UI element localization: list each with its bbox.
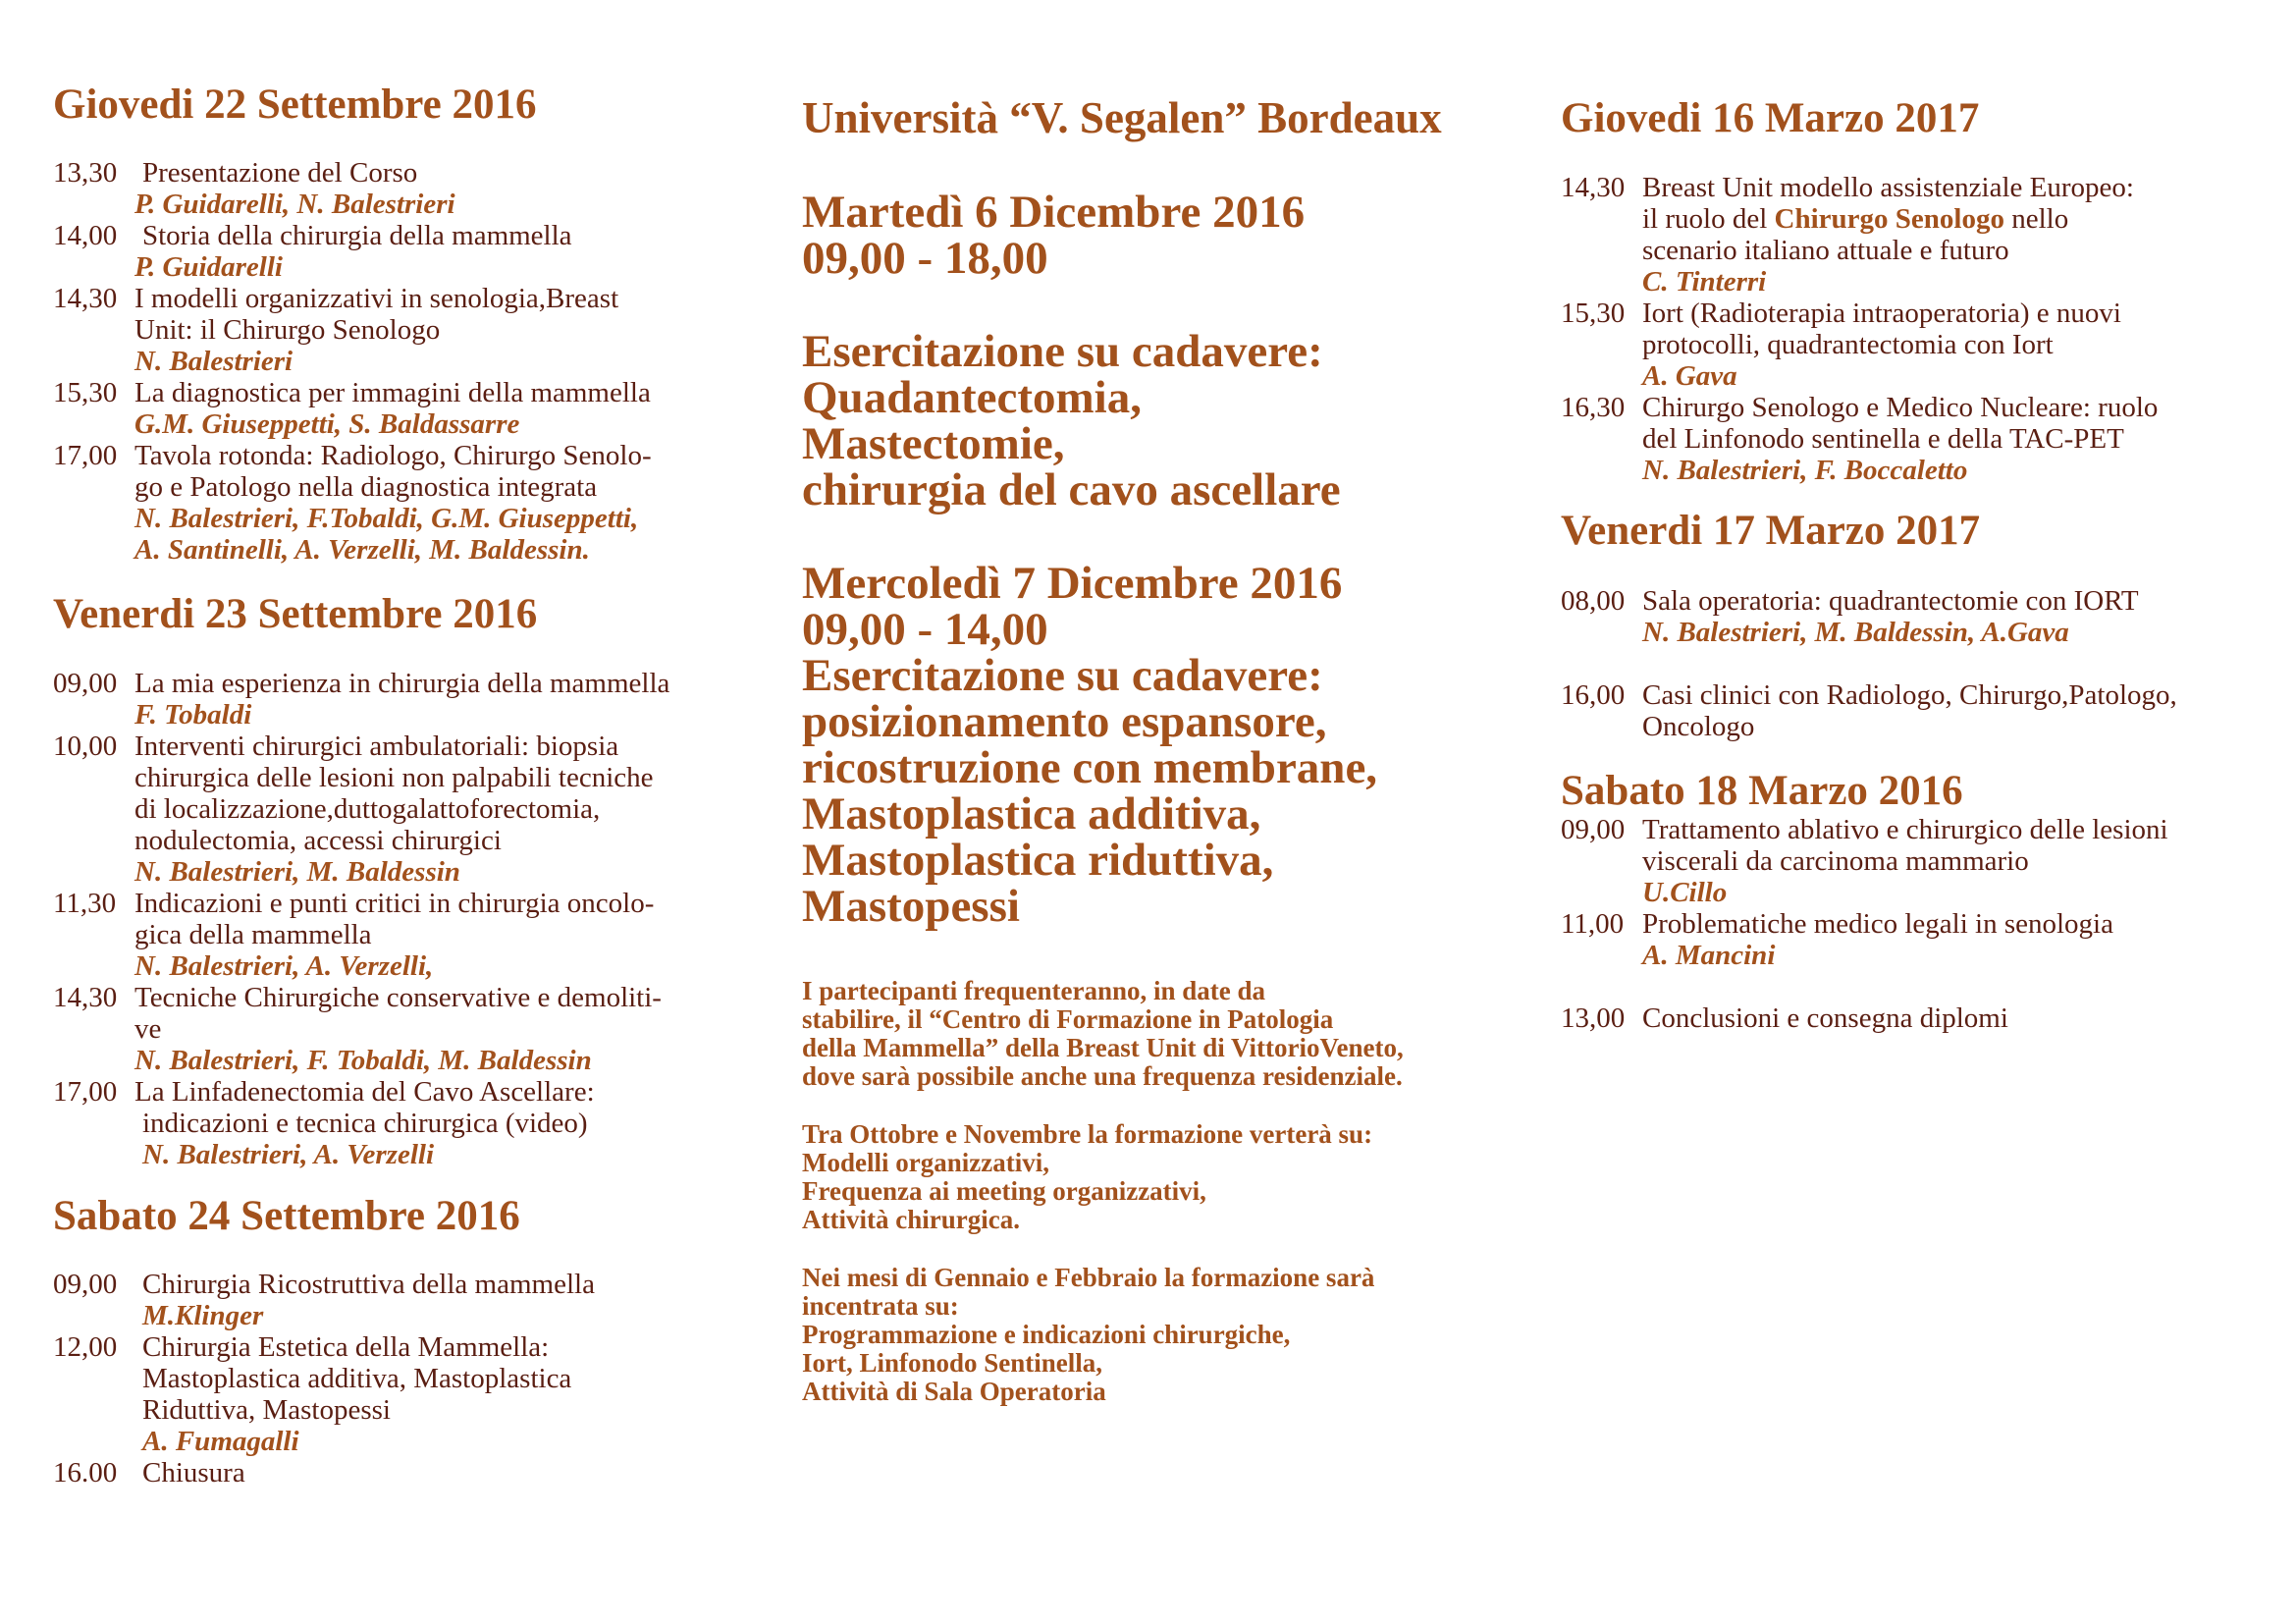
item-time: 12,00 xyxy=(53,1331,118,1363)
schedule-item xyxy=(53,283,760,377)
item-speakers: N. Balestrieri, F. Boccaletto xyxy=(1642,455,1968,486)
item-title: Tecniche Chirurgiche conservative e demoliti- xyxy=(134,982,662,1013)
item-title: Conclusioni e consegna diplomi xyxy=(1642,1002,2008,1034)
info-text: della Mammella” della Breast Unit di VittorioVeneto, xyxy=(802,1033,1404,1062)
schedule-item xyxy=(53,1457,760,1489)
item-title: Breast Unit modello assistenziale Europeo: xyxy=(1642,172,2134,203)
item-speakers: N. Balestrieri xyxy=(134,346,294,377)
schedule-item xyxy=(53,731,760,888)
item-title: Chirurgia Estetica della Mammella: xyxy=(142,1331,550,1363)
item-title: Mastoplastica additiva, Mastoplastica xyxy=(142,1363,572,1394)
item-title: protocolli, quadrantectomia con Iort xyxy=(1642,329,2054,360)
item-title: Problematiche medico legali in senologia xyxy=(1642,908,2113,940)
info-text: Nei mesi di Gennaio e Febbraio la formazione sarà xyxy=(802,1263,1375,1292)
item-speakers: N. Balestrieri, M. Baldessin, A.Gava xyxy=(1642,617,2069,648)
session-time: 09,00 - 18,00 xyxy=(802,233,1048,284)
item-speakers: N. Balestrieri, M. Baldessin xyxy=(134,856,460,888)
session-topic: Mastectomie, xyxy=(802,418,1065,469)
info-text: Attività di Sala Operatoria xyxy=(802,1377,1106,1406)
session-topic: Esercitazione su cadavere: xyxy=(802,326,1323,377)
session-topic: ricostruzione con membrane, xyxy=(802,742,1378,793)
item-time: 09,00 xyxy=(53,1269,118,1300)
item-title: La Linfadenectomia del Cavo Ascellare: xyxy=(134,1076,595,1108)
item-time: 14,30 xyxy=(1561,172,1626,203)
item-speakers: G.M. Giuseppetti, S. Baldassarre xyxy=(134,408,520,440)
item-title: Indicazioni e punti critici in chirurgia oncolo- xyxy=(134,888,655,919)
item-time: 15,30 xyxy=(53,377,118,408)
item-time: 15,30 xyxy=(1561,298,1626,329)
schedule-item xyxy=(1561,298,2268,392)
item-title: Storia della chirurgia della mammella xyxy=(142,220,572,251)
schedule-item xyxy=(53,440,760,566)
session-topic: Mastopessi xyxy=(802,881,1020,932)
item-title: viscerali da carcinoma mammario xyxy=(1642,845,2029,877)
session-topic: posizionamento espansore, xyxy=(802,696,1327,747)
item-time: 11,30 xyxy=(53,888,117,919)
info-text: Modelli organizzativi, xyxy=(802,1148,1049,1177)
item-speakers: N. Balestrieri, F.Tobaldi, G.M. Giuseppetti, xyxy=(134,503,639,534)
item-speakers: A. Santinelli, A. Verzelli, M. Baldessin. xyxy=(134,534,590,566)
highlight-text: Chirurgo Senologo xyxy=(1774,203,2004,235)
item-speakers: F. Tobaldi xyxy=(134,699,252,731)
schedule-item xyxy=(1561,585,2268,648)
session-time: 09,00 - 14,00 xyxy=(802,604,1048,655)
day-heading: Sabato 18 Marzo 2016 xyxy=(1561,768,1963,814)
session-date: Martedì 6 Dicembre 2016 xyxy=(802,187,1306,238)
info-text: stabilire, il “Centro di Formazione in Patologia xyxy=(802,1004,1334,1034)
item-title: Casi clinici con Radiologo, Chirurgo,Patologo, xyxy=(1642,679,2177,711)
day-heading: Venerdi 23 Settembre 2016 xyxy=(53,591,538,637)
schedule-item xyxy=(53,157,760,220)
item-title: indicazioni e tecnica chirurgica (video) xyxy=(142,1108,588,1139)
info-text: Iort, Linfonodo Sentinella, xyxy=(802,1348,1103,1378)
item-speakers: N. Balestrieri, A. Verzelli xyxy=(142,1139,434,1170)
info-text: Attività chirurgica. xyxy=(802,1205,1020,1234)
schedule-item xyxy=(53,982,760,1076)
item-speakers: A. Gava xyxy=(1642,360,1737,392)
item-title: Chirurgo Senologo e Medico Nucleare: ruolo xyxy=(1642,392,2159,423)
session-date: Mercoledì 7 Dicembre 2016 xyxy=(802,558,1343,609)
university-heading: Università “V. Segalen” Bordeaux xyxy=(802,93,1442,142)
day-heading: Giovedi 16 Marzo 2017 xyxy=(1561,95,1980,141)
item-title: La mia esperienza in chirurgia della mammella xyxy=(134,668,670,699)
item-time: 13,00 xyxy=(1561,1002,1626,1034)
schedule-item xyxy=(1561,679,2268,742)
item-title: Riduttiva, Mastopessi xyxy=(142,1394,391,1426)
day-heading: Venerdi 17 Marzo 2017 xyxy=(1561,508,1981,554)
item-title: Interventi chirurgici ambulatoriali: biopsia xyxy=(134,731,619,762)
schedule-item xyxy=(1561,908,2268,971)
item-title: ve xyxy=(134,1013,162,1045)
item-title: Unit: il Chirurgo Senologo xyxy=(134,314,441,346)
day-heading: Giovedi 22 Settembre 2016 xyxy=(53,81,537,128)
schedule-item xyxy=(53,1076,760,1170)
item-title: gica della mammella xyxy=(134,919,372,950)
item-speakers: N. Balestrieri, A. Verzelli, xyxy=(134,950,434,982)
item-title: Iort (Radioterapia intraoperatoria) e nuovi xyxy=(1642,298,2121,329)
item-title: del Linfonodo sentinella e della TAC-PET xyxy=(1642,423,2124,455)
item-time: 14,00 xyxy=(53,220,118,251)
item-time: 16.00 xyxy=(53,1457,118,1489)
item-time: 17,00 xyxy=(53,1076,118,1108)
item-title: Oncologo xyxy=(1642,711,1755,742)
day-heading: Sabato 24 Settembre 2016 xyxy=(53,1193,520,1239)
info-text: incentrata su: xyxy=(802,1291,959,1321)
item-title: Sala operatoria: quadrantectomie con IORT xyxy=(1642,585,2139,617)
session-topic: Esercitazione su cadavere: xyxy=(802,650,1323,701)
item-title: scenario italiano attuale e futuro xyxy=(1642,235,2009,266)
item-title: Chiusura xyxy=(142,1457,245,1489)
schedule-item xyxy=(53,1331,760,1457)
item-time: 14,30 xyxy=(53,283,118,314)
item-title: Presentazione del Corso xyxy=(142,157,418,189)
item-time: 11,00 xyxy=(1561,908,1625,940)
item-time: 10,00 xyxy=(53,731,118,762)
item-time: 16,00 xyxy=(1561,679,1626,711)
item-speakers: P. Guidarelli, N. Balestrieri xyxy=(134,189,455,220)
schedule-item xyxy=(1561,814,2268,908)
info-text: dove sarà possibile anche una frequenza residenziale. xyxy=(802,1061,1403,1091)
item-speakers: A. Fumagalli xyxy=(142,1426,299,1457)
item-title: Trattamento ablativo e chirurgico delle lesioni xyxy=(1642,814,2168,845)
schedule-item xyxy=(53,220,760,283)
item-title: go e Patologo nella diagnostica integrata xyxy=(134,471,598,503)
session-topic: Mastoplastica additiva, xyxy=(802,788,1261,839)
item-title: La diagnostica per immagini della mammella xyxy=(134,377,651,408)
item-speakers: U.Cillo xyxy=(1642,877,1728,908)
item-speakers: N. Balestrieri, F. Tobaldi, M. Baldessin xyxy=(134,1045,592,1076)
schedule-item xyxy=(53,1269,760,1331)
schedule-item xyxy=(1561,1002,2268,1034)
item-time: 17,00 xyxy=(53,440,118,471)
item-title: di localizzazione,duttogalattoforectomia, xyxy=(134,793,601,825)
schedule-item xyxy=(1561,392,2268,486)
schedule-item xyxy=(53,668,760,731)
item-speakers: P. Guidarelli xyxy=(134,251,283,283)
item-time: 16,30 xyxy=(1561,392,1626,423)
schedule-item xyxy=(1561,172,2268,298)
item-time: 14,30 xyxy=(53,982,118,1013)
info-text: Frequenza ai meeting organizzativi, xyxy=(802,1176,1206,1206)
item-title: nodulectomia, accessi chirurgici xyxy=(134,825,502,856)
item-title: il ruolo del Chirurgo Senologo nello xyxy=(1642,203,2069,235)
session-topic: Mastoplastica riduttiva, xyxy=(802,835,1274,886)
item-title: chirurgica delle lesioni non palpabili tecniche xyxy=(134,762,654,793)
item-speakers: M.Klinger xyxy=(142,1300,264,1331)
session-topic: chirurgia del cavo ascellare xyxy=(802,464,1341,515)
schedule-item xyxy=(53,888,760,982)
schedule-item xyxy=(53,377,760,440)
item-title: Chirurgia Ricostruttiva della mammella xyxy=(142,1269,595,1300)
info-text: Programmazione e indicazioni chirurgiche, xyxy=(802,1320,1291,1349)
item-time: 08,00 xyxy=(1561,585,1626,617)
item-title: I modelli organizzativi in senologia,Breast xyxy=(134,283,619,314)
info-text: Tra Ottobre e Novembre la formazione verterà su: xyxy=(802,1119,1373,1149)
item-time: 13,30 xyxy=(53,157,118,189)
item-speakers: A. Mancini xyxy=(1642,940,1776,971)
info-text: I partecipanti frequenteranno, in date da xyxy=(802,976,1266,1005)
session-topic: Quadantectomia, xyxy=(802,372,1142,423)
item-speakers: C. Tinterri xyxy=(1642,266,1767,298)
item-time: 09,00 xyxy=(53,668,118,699)
item-title: Tavola rotonda: Radiologo, Chirurgo Senolo- xyxy=(134,440,652,471)
item-time: 09,00 xyxy=(1561,814,1626,845)
